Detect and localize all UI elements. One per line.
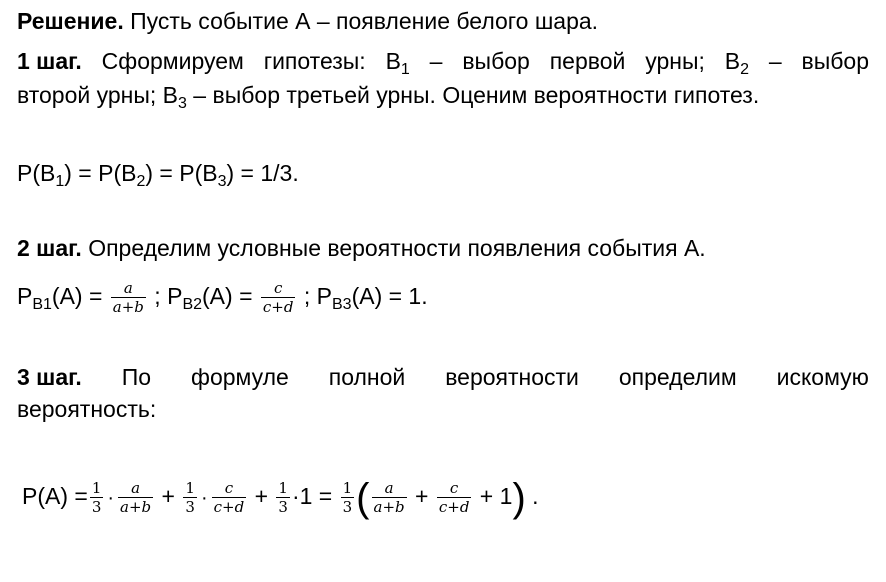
step2-label: 2 шаг. [17, 235, 82, 261]
step3-line-1 [17, 362, 869, 392]
fraction-c-over-c-plus-d: $\frac{c}{c+d}$ [438, 478, 470, 516]
step3-word: По [121, 364, 152, 390]
step1-word: Сформируем [101, 48, 244, 74]
step1-word: гипотезы: [263, 48, 366, 74]
solution-line [17, 6, 598, 36]
left-paren: ( [356, 475, 370, 520]
fraction-a-over-a-plus-b: $\frac{a}{a+b}$ [373, 478, 405, 516]
step3-line-2: вероятность: [17, 396, 157, 422]
hypothesis-b2: $B_2$ [724, 48, 749, 78]
step1-word: выбор [462, 48, 530, 74]
step1-word: – [768, 48, 782, 74]
hypothesis-b1: $B_1$ [385, 48, 410, 78]
hypothesis-b3-sub: 3 [178, 95, 187, 112]
solution-label: Решение. [17, 8, 124, 34]
right-paren: ) [512, 475, 526, 520]
hypothesis-probabilities: $P(B_1) = P(B_2) = P(B_3) = 1/3$. [17, 160, 299, 190]
fraction-one-third: $\frac{1}{3}$ [278, 478, 288, 516]
solution-text: Пусть событие А – появление белого шара. [123, 8, 599, 34]
fraction-c-over-c-plus-d: $\frac{c}{c+d}$ [213, 478, 245, 516]
fraction-one-third: $\frac{1}{3}$ [342, 478, 353, 516]
step1-word: урны; [645, 48, 705, 74]
step3-word: вероятности [445, 364, 579, 390]
step3-word: определим [618, 364, 737, 390]
fraction-a-over-a-plus-b: $\frac{a}{a+b}$ [112, 278, 144, 316]
step3-word: полной [328, 364, 406, 390]
fraction-one-third: $\frac{1}{3}$ [185, 478, 195, 516]
step1-line-1 [17, 46, 869, 76]
step2-line [17, 233, 706, 263]
conditional-probabilities: $P_{B1}(A)$ = $\frac{a}{a+b}$ ; $P_{B2}(A)$ = $\frac{c}{c+d}$ ; $P_{B3}(A) = 1$. [17, 278, 428, 316]
step1-label: 1 шаг. [17, 48, 82, 74]
step1-word: – [429, 48, 443, 74]
total-probability-formula: P(A) = $\frac{1}{3}$ · $\frac{a}{a+b}$ + $\frac{1}{3}$ · $\frac{c}{c+d}$ + $\frac{1}{3}$ ·1 = $\frac{1}{3}$ ( $\frac{a}{a+b}$ + $\frac{c}{c+d}$ + 1) . [22, 475, 539, 520]
step3-label: 3 шаг. [17, 364, 82, 390]
step3-word: формуле [191, 364, 289, 390]
fraction-one-third: $\frac{1}{3}$ [91, 478, 102, 516]
step2-text: Определим условные вероятности появления события А. [81, 235, 706, 261]
step3-word: искомую [776, 364, 869, 390]
step1-word: первой [549, 48, 626, 74]
fraction-a-over-a-plus-b: $\frac{a}{a+b}$ [120, 478, 152, 516]
step1-line-2: второй урны; $B_3$ – выбор третьей урны. Оценим вероятности гипотез. [17, 82, 760, 112]
step1-word: выбор [801, 48, 869, 74]
fraction-c-over-c-plus-d: $\frac{c}{c+d}$ [262, 278, 294, 316]
